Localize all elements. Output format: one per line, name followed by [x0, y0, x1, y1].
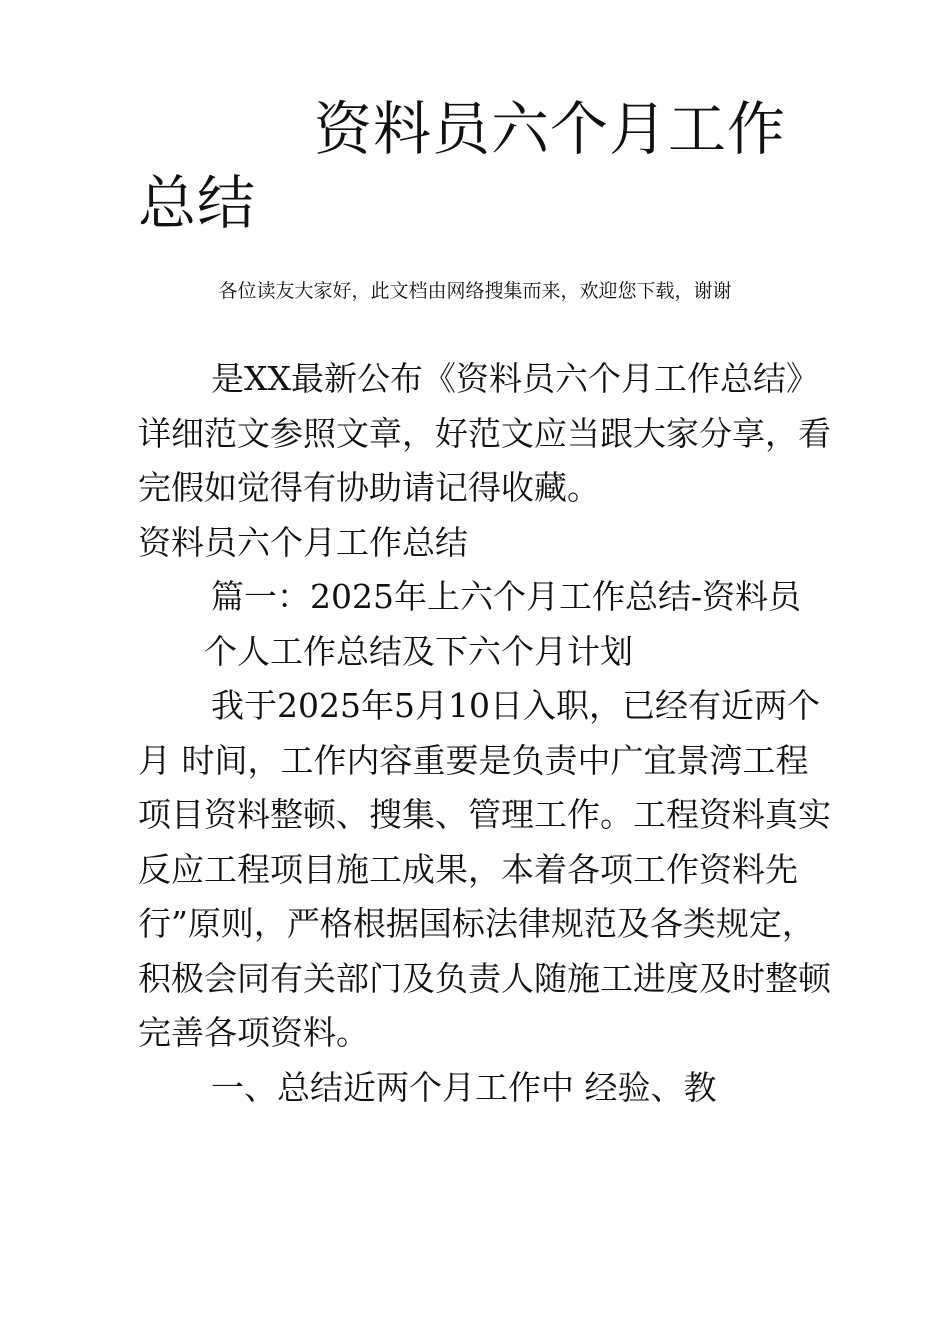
sub-heading: 个人工作总结及下六个月计划: [204, 631, 633, 671]
main-body-paragraph: 我于2025年5月10日入职，已经有近两个月 时间，工作内容重要是负责中广宜景湾工程项目资料整顿、搜集、管理工作。工程资料真实反应工程项目施工成果，本着各项工作资料先行”原则，严格根据国标法律规范及各类规定，积极会同有关部门及负责人随施工进度及时整顿完善各项资料。: [138, 686, 831, 1052]
repeat-title-line: 资料员六个月工作总结: [138, 522, 468, 562]
download-notice: 各位读友大家好，此文档由网络搜集而来，欢迎您下载，谢谢: [218, 280, 732, 302]
intro-paragraph: 是XX最新公布《资料员六个月工作总结》 详细范文参照文章，好范文应当跟大家分享，看完假如觉得有协助请记得收藏。: [138, 359, 831, 507]
document-body: [138, 352, 838, 1115]
chapter-heading: 篇一：2025年上六个月工作总结-资料员: [211, 577, 802, 616]
document-title: 资料员六个月工作总结: [138, 95, 787, 237]
section-one-heading: 一、总结近两个月工作中 经验、教: [211, 1067, 717, 1107]
